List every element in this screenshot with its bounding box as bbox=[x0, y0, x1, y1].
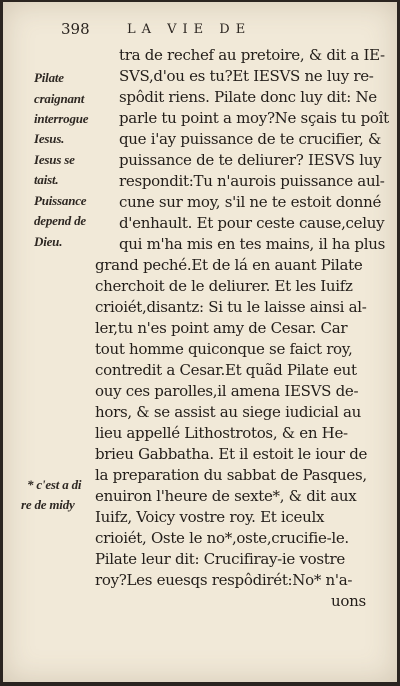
text-line: la preparation du sabbat de Pasques, bbox=[95, 466, 367, 484]
text-line: cune sur moy, s'il ne te estoit donné bbox=[119, 193, 382, 211]
text-line: puissance de te deliurer? IESVS luy bbox=[119, 151, 382, 169]
text-line: ler,tu n'es point amy de Cesar. Car bbox=[95, 319, 348, 337]
text-line: ouy ces parolles,il amena IESVS de- bbox=[95, 382, 359, 400]
page-number: 398 bbox=[61, 20, 90, 38]
text-line: contredit a Cesar.Et quãd Pilate eut bbox=[95, 361, 357, 379]
body-text bbox=[3, 2, 397, 682]
margin-note: * c'est a di bbox=[27, 477, 82, 492]
margin-note: depend de bbox=[34, 213, 86, 228]
catchword: uons bbox=[331, 592, 366, 610]
text-line: enuiron l'heure de sexte*, & dit aux bbox=[95, 487, 357, 505]
text-line: roy?Les euesqs respôdirét:No* n'a- bbox=[95, 571, 353, 589]
margin-note: Dieu. bbox=[34, 234, 63, 249]
text-line: Pilate leur dit: Crucifiray-ie vostre bbox=[95, 550, 345, 568]
text-line: d'enhault. Et pour ceste cause,celuy bbox=[119, 214, 385, 232]
text-line: crioiét,disantz: Si tu le laisse ainsi al- bbox=[95, 298, 367, 316]
text-line: SVS,d'ou es tu?Et IESVS ne luy re- bbox=[119, 67, 374, 85]
text-line: cherchoit de le deliurer. Et les Iuifz bbox=[95, 277, 353, 295]
text-line: spôdit riens. Pilate donc luy dit: Ne bbox=[119, 88, 377, 106]
text-line: qui m'ha mis en tes mains, il ha plus bbox=[119, 235, 385, 253]
margin-note: Iesus se bbox=[34, 152, 75, 167]
margin-note: Puissance bbox=[34, 193, 87, 208]
margin-note: Iesus. bbox=[34, 131, 65, 146]
text-line: tra de rechef au pretoire, & dit a IE- bbox=[119, 46, 385, 64]
text-line: hors, & se assist au siege iudicial au bbox=[95, 403, 361, 421]
margin-note: Pilate bbox=[34, 70, 64, 85]
margin-note: re de midy bbox=[21, 497, 75, 512]
running-title: LA VIE DE bbox=[127, 22, 252, 37]
text-line: que i'ay puissance de te crucifier, & bbox=[119, 130, 382, 148]
margin-note: taist. bbox=[34, 172, 59, 187]
text-line: grand peché.Et de lá en auant Pilate bbox=[95, 256, 363, 274]
text-line: tout homme quiconque se faict roy, bbox=[95, 340, 353, 358]
margin-note: interrogue bbox=[34, 111, 89, 126]
margin-note: craignant bbox=[34, 91, 85, 106]
text-line: respondit:Tu n'aurois puissance aul- bbox=[119, 172, 385, 190]
text-line: lieu appellé Lithostrotos, & en He- bbox=[95, 424, 348, 442]
text-line: crioiét, Oste le no*,oste,crucifie-le. bbox=[95, 529, 349, 547]
book-page bbox=[3, 2, 397, 682]
text-line: parle tu point a moy?Ne sçais tu poît bbox=[119, 109, 389, 127]
text-line: Iuifz, Voicy vostre roy. Et iceulx bbox=[95, 508, 325, 526]
text-line: brieu Gabbatha. Et il estoit le iour de bbox=[95, 445, 368, 463]
